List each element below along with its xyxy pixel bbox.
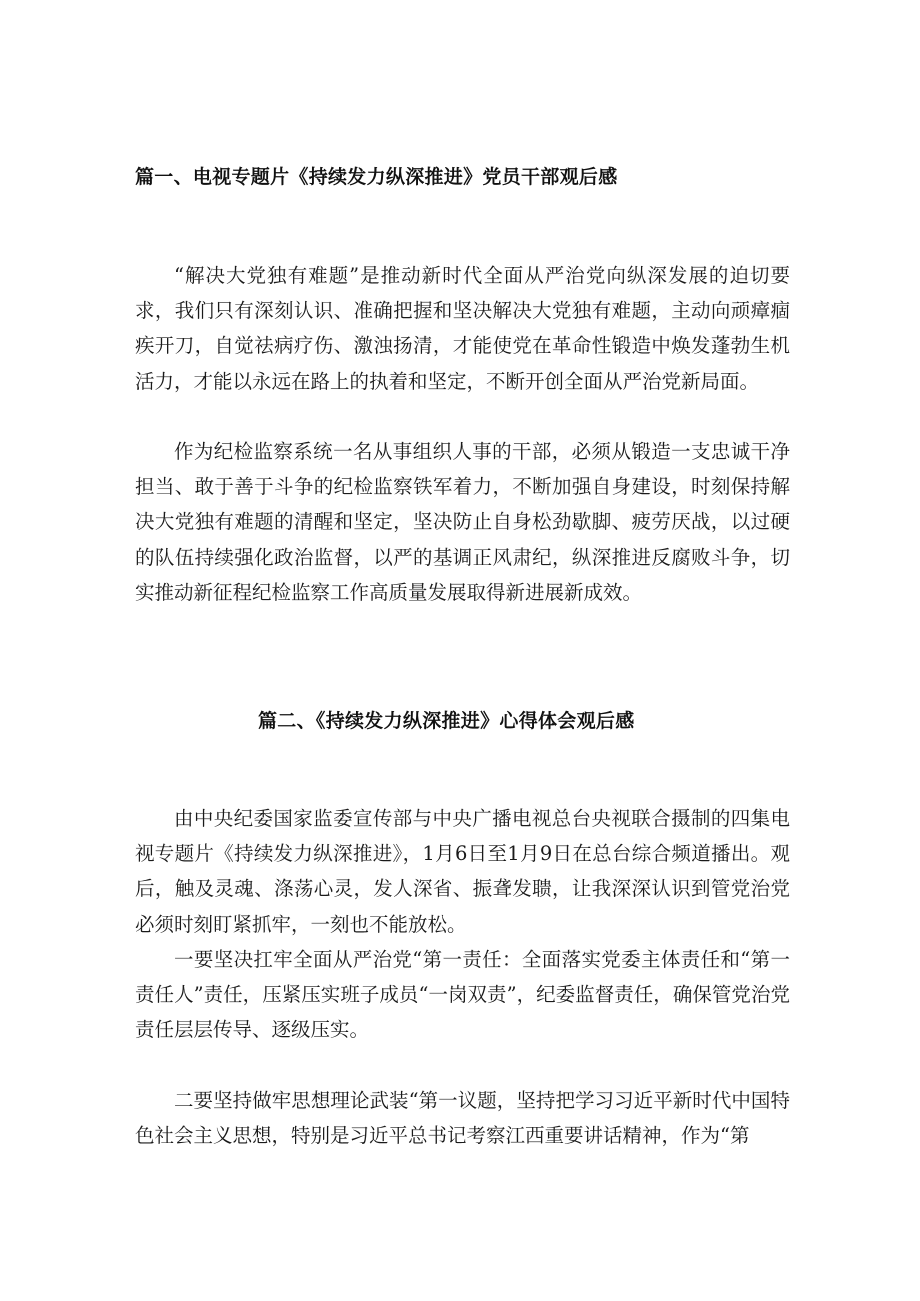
- section-1-heading: 篇一、电视专题片《持续发力纵深推进》党员干部观后感: [135, 166, 618, 188]
- section-2-heading: 篇二、《持续发力纵深推进》心得体会观后感: [258, 710, 635, 732]
- section-2-paragraph-2: 一要坚决扛牢全面从严治党“第一责任：全面落实党委主体责任和“第一责任人”责任，压紧压实班子成员“一岗双责”，纪委监督责任，确保管党治党责任层层传导、逐级压实。: [135, 948, 790, 1042]
- section-1-paragraph-1: “解决大党独有难题”是推动新时代全面从严治党向纵深发展的迫切要求，我们只有深刻认识、准确把握和坚决解决大党独有难题，主动向顽瘴痼疾开刀，自觉祛病疗伤、激浊扬清，才能使党在革命性锻造中焕发蓬勃生机活力，才能以永远在路上的执着和坚定，不断开创全面从严治党新局面。: [135, 264, 790, 393]
- section-1-paragraph-2: 作为纪检监察系统一名从事组织人事的干部，必须从锻造一支忠诚干净担当、敢于善于斗争的纪检监察铁军着力，不断加强自身建设，时刻保持解决大党独有难题的清醒和坚定，坚决防止自身松劲歇脚、疲劳厌战，以过硬的队伍持续强化政治监督，以严的基调正风肃纪，纵深推进反腐败斗争，切实推动新征程纪检监察工作高质量发展取得新进展新成效。: [135, 440, 790, 604]
- section-2-paragraph-1: 由中央纪委国家监委宣传部与中央广播电视总台央视联合摄制的四集电视专题片《持续发力纵深推进》，1月6日至1月9日在总台综合频道播出。观后，触及灵魂、涤荡心灵，发人深省、振聋发聩，让我深深认识到管党治党必须时刻盯紧抓牢，一刻也不能放松。: [135, 807, 790, 936]
- section-2-paragraph-3: 二要坚持做牢思想理论武装“第一议题，坚持把学习习近平新时代中国特色社会主义思想，特别是习近平总书记考察江西重要讲话精神，作为“第: [135, 1089, 790, 1148]
